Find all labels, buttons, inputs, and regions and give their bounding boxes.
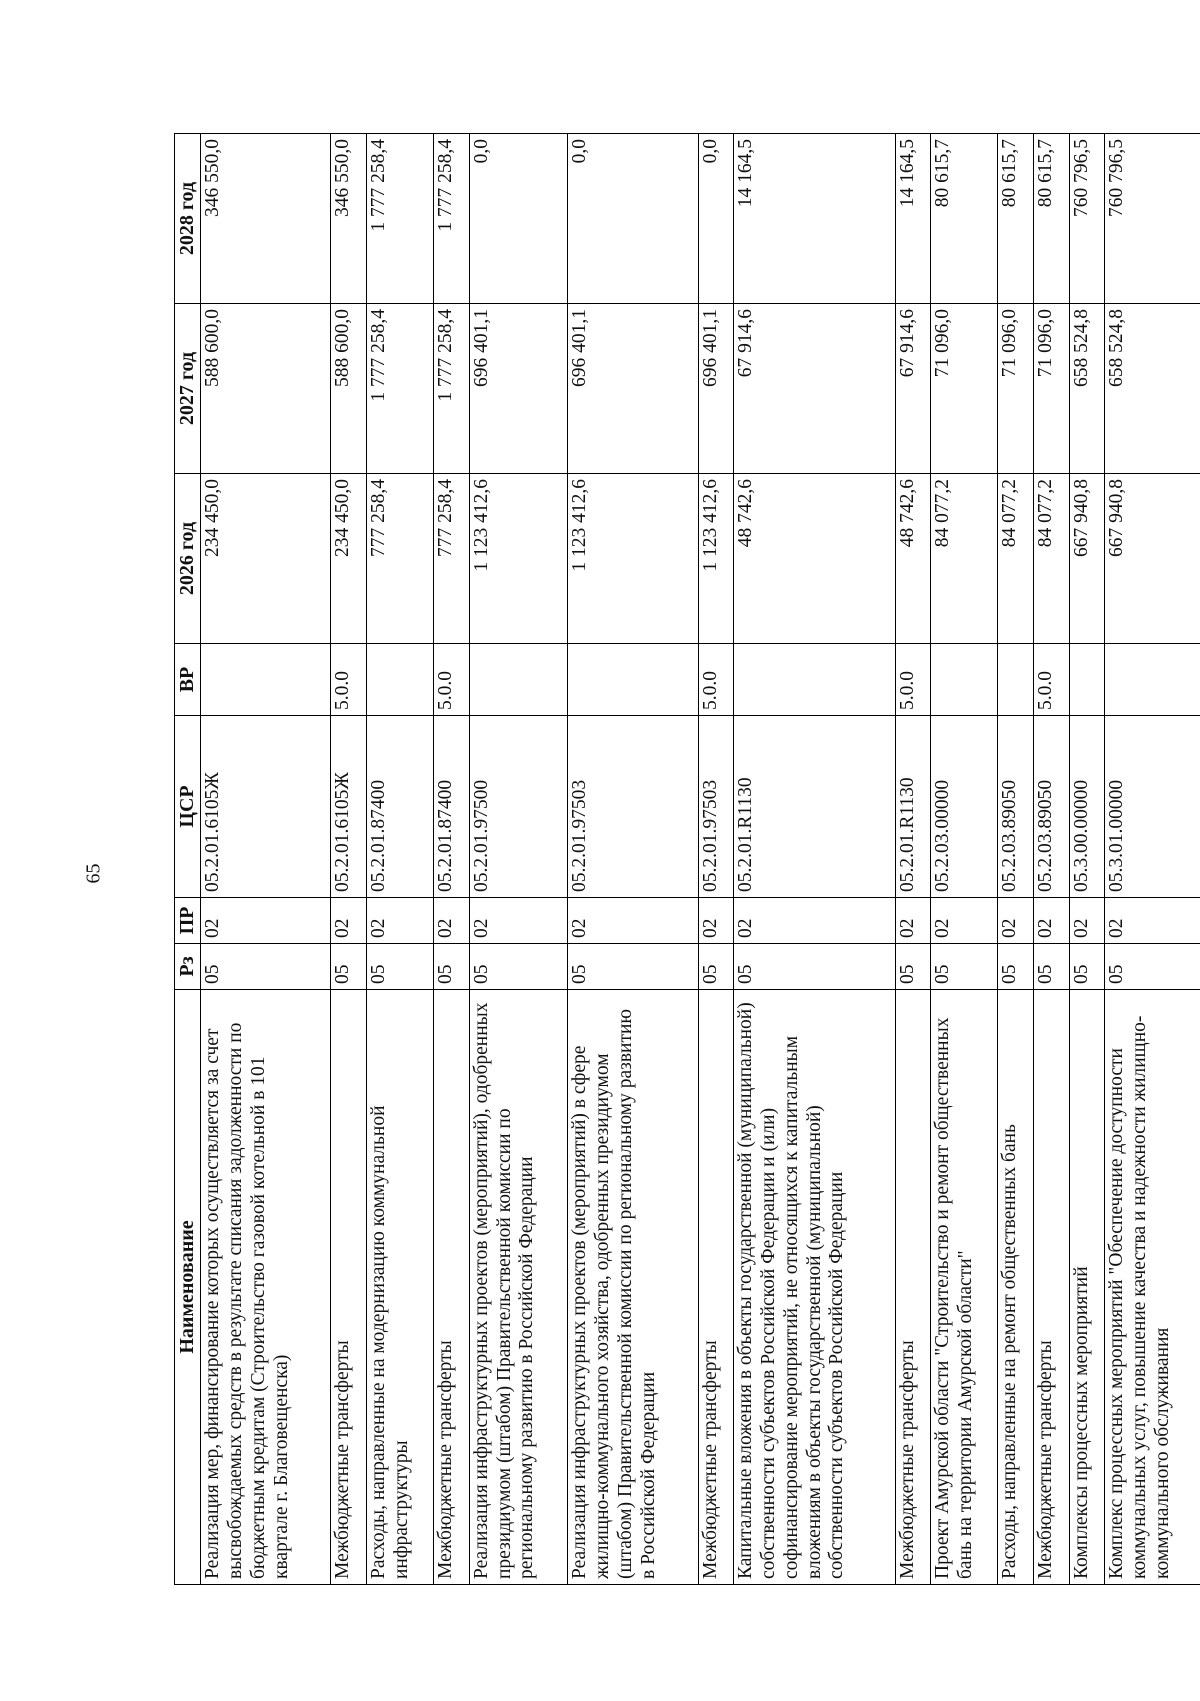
row-rz-cell: 05 <box>568 944 698 990</box>
row-vr-cell: 5.0.0 <box>331 644 367 716</box>
row-vr-cell <box>568 644 698 716</box>
page-number: 65 <box>82 863 105 884</box>
row-2027-value: 1 777 258,4 <box>367 304 434 474</box>
column-header-vr: ВР <box>175 644 201 716</box>
row-pr-cell: 02 <box>201 898 331 944</box>
row-vr-cell <box>1105 644 1200 716</box>
column-header-2028: 2028 год <box>175 134 201 304</box>
row-csr-cell: 05.2.01.97503 <box>568 716 698 898</box>
row-2028-value: 0,0 <box>469 134 568 304</box>
table-row <box>568 134 698 1585</box>
row-csr-cell: 05.2.01.87400 <box>434 716 470 898</box>
row-csr-cell: 05.3.00.00000 <box>1069 716 1105 898</box>
row-2028-value: 80 615,7 <box>998 134 1034 304</box>
row-vr-cell <box>469 644 568 716</box>
row-csr-cell: 05.2.01.R1130 <box>895 716 931 898</box>
table-row <box>931 134 998 1585</box>
row-2026-value: 48 742,6 <box>734 474 896 644</box>
table-row <box>469 134 568 1585</box>
row-name-cell: Межбюджетные трансферты <box>895 990 931 1585</box>
table-row <box>367 134 434 1585</box>
column-header-rz: Рз <box>175 944 201 990</box>
row-pr-cell: 02 <box>469 898 568 944</box>
row-name-cell: Межбюджетные трансферты <box>1034 990 1070 1585</box>
row-vr-cell <box>734 644 896 716</box>
table-row <box>434 134 470 1585</box>
row-2028-value: 0,0 <box>568 134 698 304</box>
table-row <box>698 134 734 1585</box>
row-rz-cell: 05 <box>895 944 931 990</box>
row-rz-cell: 05 <box>998 944 1034 990</box>
row-csr-cell: 05.2.01.97503 <box>698 716 734 898</box>
row-csr-cell: 05.2.01.87400 <box>367 716 434 898</box>
row-rz-cell: 05 <box>698 944 734 990</box>
row-vr-cell: 5.0.0 <box>1034 644 1070 716</box>
row-pr-cell: 02 <box>1069 898 1105 944</box>
row-2027-value: 67 914,6 <box>734 304 896 474</box>
row-2028-value: 1 777 258,4 <box>434 134 470 304</box>
row-pr-cell: 02 <box>1105 898 1200 944</box>
row-2026-value: 84 077,2 <box>931 474 998 644</box>
table-row <box>201 134 331 1585</box>
row-name-cell: Комплексы процессных мероприятий <box>1069 990 1105 1585</box>
row-2027-value: 67 914,6 <box>895 304 931 474</box>
row-rz-cell: 05 <box>1034 944 1070 990</box>
row-rz-cell: 05 <box>469 944 568 990</box>
row-2026-value: 48 742,6 <box>895 474 931 644</box>
row-name-cell: Реализация мер, финансирование которых осуществляется за счет высвобождаемых средств в результате списания задолженности по бюджетным кредитам (Строительство газовой котельной в 101 квартале г. Благовещенска) <box>201 990 331 1585</box>
row-2027-value: 588 600,0 <box>331 304 367 474</box>
table-row <box>734 134 896 1585</box>
row-rz-cell: 05 <box>331 944 367 990</box>
row-name-cell: Комплекс процессных мероприятий "Обеспечение доступности коммунальных услуг, повышение качества и надежности жилищно-коммунального обслуживания <box>1105 990 1200 1585</box>
row-name-cell: Расходы, направленные на ремонт общественных бань <box>998 990 1034 1585</box>
row-vr-cell <box>998 644 1034 716</box>
row-csr-cell: 05.2.03.89050 <box>1034 716 1070 898</box>
row-2026-value: 777 258,4 <box>434 474 470 644</box>
row-name-cell: Реализация инфраструктурных проектов (мероприятий), одобренных президиумом (штабом) Правительственной комиссии по региональному развитию в Российской Федерации <box>469 990 568 1585</box>
row-csr-cell: 05.2.01.R1130 <box>734 716 896 898</box>
row-pr-cell: 02 <box>998 898 1034 944</box>
row-pr-cell: 02 <box>698 898 734 944</box>
row-2027-value: 658 524,8 <box>1105 304 1200 474</box>
table-row <box>331 134 367 1585</box>
column-header-2026: 2026 год <box>175 474 201 644</box>
row-csr-cell: 05.2.01.97500 <box>469 716 568 898</box>
row-pr-cell: 02 <box>568 898 698 944</box>
row-vr-cell <box>931 644 998 716</box>
row-2026-value: 84 077,2 <box>1034 474 1070 644</box>
row-vr-cell <box>1069 644 1105 716</box>
row-csr-cell: 05.2.01.6105Ж <box>201 716 331 898</box>
row-name-cell: Расходы, направленные на модернизацию коммунальной инфраструктуры <box>367 990 434 1585</box>
row-pr-cell: 02 <box>1034 898 1070 944</box>
table-body <box>201 134 1200 1585</box>
table-header-row <box>175 134 201 1585</box>
row-name-cell: Межбюджетные трансферты <box>331 990 367 1585</box>
row-name-cell: Реализация инфраструктурных проектов (мероприятий) в сфере жилищно-коммунального хозяйства, одобренных президиумом (штабом) Правительственной комиссии по региональному развитию в Российской Федерации <box>568 990 698 1585</box>
table-row <box>1069 134 1105 1585</box>
row-2028-value: 760 796,5 <box>1069 134 1105 304</box>
row-pr-cell: 02 <box>895 898 931 944</box>
row-rz-cell: 05 <box>1069 944 1105 990</box>
row-pr-cell: 02 <box>734 898 896 944</box>
row-name-cell: Капитальные вложения в объекты государственной (муниципальной) собственности субъектов Российской Федерации и (или) софинансирование мероприятий, не относящихся к капитальным вложениям в объекты государственной (муниципальной) собственности субъектов Российской Федерации <box>734 990 896 1585</box>
row-2027-value: 696 401,1 <box>698 304 734 474</box>
row-vr-cell <box>201 644 331 716</box>
row-name-cell: Проект Амурской области "Строительство и ремонт общественных бань на территории Амурской области" <box>931 990 998 1585</box>
row-2028-value: 760 796,5 <box>1105 134 1200 304</box>
row-2026-value: 667 940,8 <box>1105 474 1200 644</box>
row-2026-value: 84 077,2 <box>998 474 1034 644</box>
row-rz-cell: 05 <box>1105 944 1200 990</box>
row-2026-value: 1 123 412,6 <box>469 474 568 644</box>
table-row <box>1105 134 1200 1585</box>
row-csr-cell: 05.2.03.00000 <box>931 716 998 898</box>
row-rz-cell: 05 <box>931 944 998 990</box>
row-2027-value: 588 600,0 <box>201 304 331 474</box>
row-rz-cell: 05 <box>734 944 896 990</box>
row-2028-value: 14 164,5 <box>734 134 896 304</box>
row-name-cell: Межбюджетные трансферты <box>434 990 470 1585</box>
row-2027-value: 71 096,0 <box>998 304 1034 474</box>
table-row <box>895 134 931 1585</box>
row-name-cell: Межбюджетные трансферты <box>698 990 734 1585</box>
row-2028-value: 346 550,0 <box>201 134 331 304</box>
row-2028-value: 80 615,7 <box>1034 134 1070 304</box>
column-header-2027: 2027 год <box>175 304 201 474</box>
row-2026-value: 777 258,4 <box>367 474 434 644</box>
row-pr-cell: 02 <box>434 898 470 944</box>
row-vr-cell: 5.0.0 <box>434 644 470 716</box>
row-2027-value: 658 524,8 <box>1069 304 1105 474</box>
row-2027-value: 696 401,1 <box>469 304 568 474</box>
budget-table <box>174 133 1200 1585</box>
row-2027-value: 71 096,0 <box>1034 304 1070 474</box>
row-rz-cell: 05 <box>434 944 470 990</box>
row-vr-cell: 5.0.0 <box>895 644 931 716</box>
table-row <box>1034 134 1070 1585</box>
row-csr-cell: 05.2.01.6105Ж <box>331 716 367 898</box>
row-rz-cell: 05 <box>201 944 331 990</box>
row-2027-value: 71 096,0 <box>931 304 998 474</box>
column-header-name: Наименование <box>175 990 201 1585</box>
row-2028-value: 14 164,5 <box>895 134 931 304</box>
table-row <box>998 134 1034 1585</box>
row-pr-cell: 02 <box>931 898 998 944</box>
column-header-csr: ЦСР <box>175 716 201 898</box>
column-header-pr: ПР <box>175 898 201 944</box>
row-pr-cell: 02 <box>331 898 367 944</box>
row-2028-value: 1 777 258,4 <box>367 134 434 304</box>
row-2028-value: 0,0 <box>698 134 734 304</box>
row-2028-value: 346 550,0 <box>331 134 367 304</box>
table-rotated-container <box>174 135 1200 1585</box>
row-2028-value: 80 615,7 <box>931 134 998 304</box>
row-rz-cell: 05 <box>367 944 434 990</box>
row-2026-value: 234 450,0 <box>331 474 367 644</box>
row-2027-value: 1 777 258,4 <box>434 304 470 474</box>
row-2026-value: 667 940,8 <box>1069 474 1105 644</box>
row-2027-value: 696 401,1 <box>568 304 698 474</box>
row-2026-value: 1 123 412,6 <box>698 474 734 644</box>
row-csr-cell: 05.3.01.00000 <box>1105 716 1200 898</box>
row-pr-cell: 02 <box>367 898 434 944</box>
row-2026-value: 1 123 412,6 <box>568 474 698 644</box>
row-csr-cell: 05.2.03.89050 <box>998 716 1034 898</box>
row-vr-cell <box>367 644 434 716</box>
row-vr-cell: 5.0.0 <box>698 644 734 716</box>
row-2026-value: 234 450,0 <box>201 474 331 644</box>
